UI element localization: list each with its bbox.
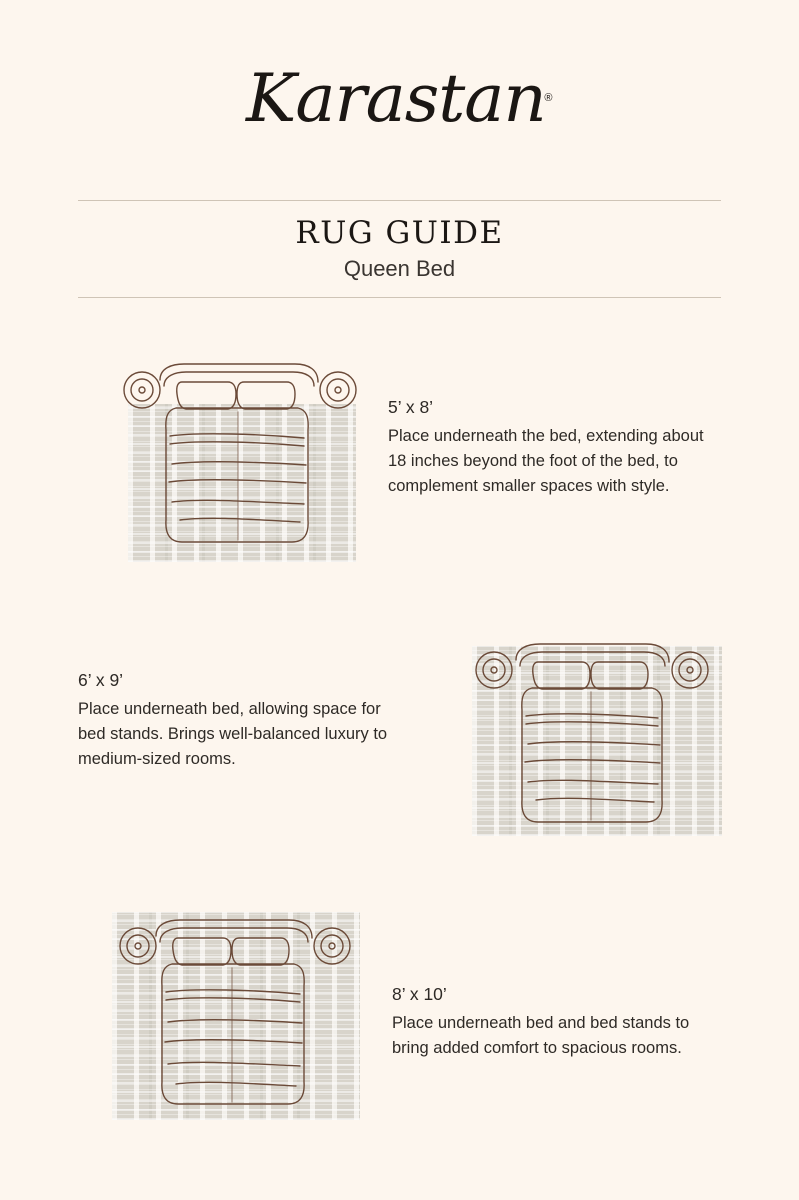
entry-size-8x10: 8’ x 10’	[392, 984, 447, 1004]
illustration-rug-8x10	[112, 902, 362, 1120]
entry-size-5x8: 5’ x 8’	[388, 397, 434, 417]
bed-drawing-icon	[112, 902, 362, 1120]
entry-description-5x8: Place underneath the bed, extending about 18 inches beyond the foot of the bed, to complement smaller spaces with style.	[388, 427, 704, 495]
brand-wordmark: Karastan	[245, 60, 546, 137]
illustration-rug-6x9	[460, 628, 722, 838]
page-title: RUG GUIDE	[295, 215, 504, 251]
entry-description-6x9: Place underneath bed, allowing space for bed stands. Brings well-balanced luxury to medium-sized rooms.	[78, 700, 388, 768]
bed-drawing-icon	[120, 352, 370, 562]
entry-text-8x10	[392, 982, 722, 1061]
brand-logo	[0, 60, 799, 137]
entry-description-8x10: Place underneath bed and bed stands to bring added comfort to spacious rooms.	[392, 1014, 690, 1057]
divider-bottom	[78, 297, 721, 298]
illustration-rug-5x8	[120, 352, 370, 562]
registered-mark-icon: ®	[544, 91, 553, 104]
entry-text-5x8	[388, 395, 708, 499]
entry-size-6x9: 6’ x 9’	[78, 670, 124, 690]
page-subtitle: Queen Bed	[343, 256, 456, 281]
bed-drawing-icon	[460, 628, 722, 838]
entry-text-6x9	[78, 668, 408, 772]
divider-top	[78, 200, 721, 201]
